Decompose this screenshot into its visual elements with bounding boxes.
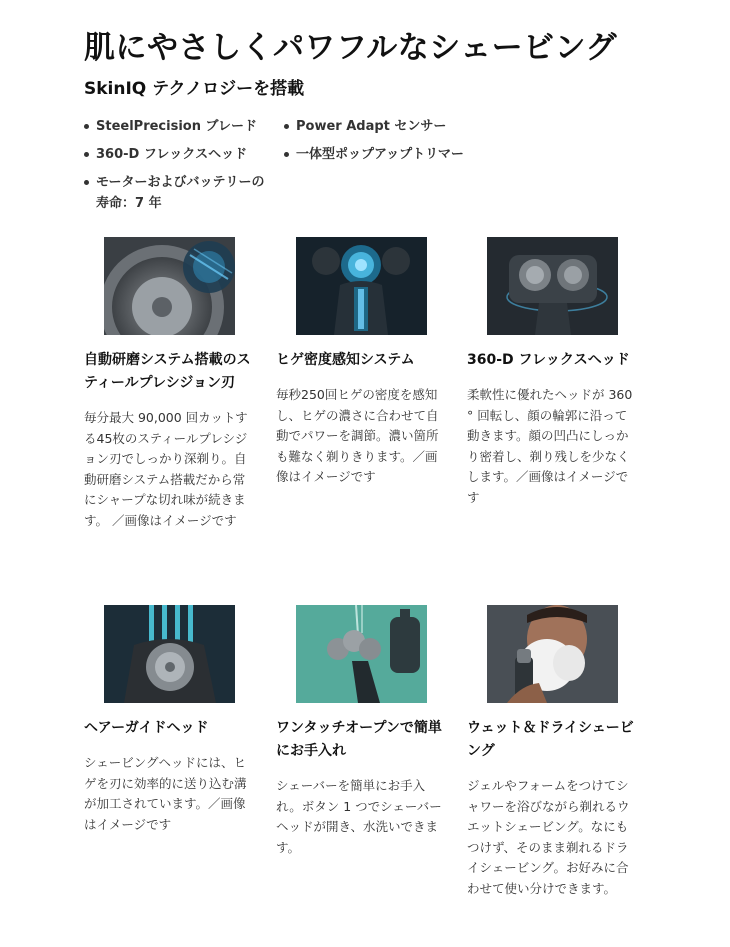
- flex-head-image: [487, 237, 618, 335]
- feature-description: 柔軟性に優れたヘッドが 360 ° 回転し、顔の輪郭に沿って動きます。顔の凹凸にしっかり密着し、剃り残しを少なくします。／画像はイメージです: [467, 387, 633, 505]
- feature-card-steel-blade: [84, 237, 252, 531]
- bullet-item: 一体型ポップアップトリマー: [284, 144, 476, 165]
- page-subtitle: SkinIQ テクノロジーを搭載: [84, 79, 305, 99]
- bullet-dot-icon: [84, 180, 89, 185]
- feature-title: ヘアーガイドヘッド: [84, 720, 209, 736]
- bullet-item: 360-D フレックスヘッド: [84, 144, 276, 165]
- bullet-dot-icon: [284, 124, 289, 129]
- feature-title: ヒゲ密度感知システム: [276, 352, 415, 368]
- feature-card-wet-dry: [467, 605, 635, 899]
- feature-description: シェーバーを簡単にお手入れ。ボタン 1 つでシェーバーヘッドが開き、水洗いできます。: [276, 778, 442, 855]
- feature-description: ジェルやフォームをつけてシャワーを浴びながら剃れるウエットシェービング。なにもつけず、そのまま剃れるドライシェービング。お好みに合わせて使い分けできます。: [467, 778, 630, 896]
- bullet-item: モーターおよびバッテリーの寿命：7 年: [84, 172, 276, 214]
- feature-card-washable: [276, 605, 444, 858]
- feature-title: 自動研磨システム搭載のスティールプレシジョン刃: [84, 352, 251, 391]
- bullet-dot-icon: [84, 152, 89, 157]
- page-title: 肌にやさしくパワフルなシェービング: [84, 30, 618, 66]
- steel-blade-image: [104, 237, 235, 335]
- feature-title: ワンタッチオープンで簡単にお手入れ: [276, 720, 442, 759]
- feature-card-flex-head: [467, 237, 635, 508]
- hair-guide-image: [104, 605, 235, 703]
- bullet-dot-icon: [84, 124, 89, 129]
- beard-sensor-image: [296, 237, 427, 335]
- bullet-item: SteelPrecision ブレード: [84, 116, 276, 137]
- wet-dry-image: [487, 605, 618, 703]
- feature-description: 毎秒250回ヒゲの密度を感知し、ヒゲの濃さに合わせて自動でパワーを調節。濃い箇所も難なく剃りきります。／画像はイメージです: [276, 387, 439, 484]
- feature-card-hair-guide: [84, 605, 252, 835]
- feature-card-beard-sensor: [276, 237, 444, 488]
- bullet-item: Power Adapt センサー: [284, 116, 476, 137]
- feature-description: シェービングヘッドには、ヒゲを刃に効率的に送り込む溝が加工されています。／画像はイメージです: [84, 755, 247, 832]
- feature-description: 毎分最大 90,000 回カットする45枚のスティールプレシジョン刃でしっかり深剃り。自動研磨システム搭載だから常にシャープな切れ味が続きます。 ／画像はイメージです: [84, 410, 248, 528]
- feature-title: 360-D フレックスヘッド: [467, 352, 630, 368]
- feature-title: ウェット＆ドライシェービング: [467, 720, 634, 759]
- bullet-dot-icon: [284, 152, 289, 157]
- washable-image: [296, 605, 427, 703]
